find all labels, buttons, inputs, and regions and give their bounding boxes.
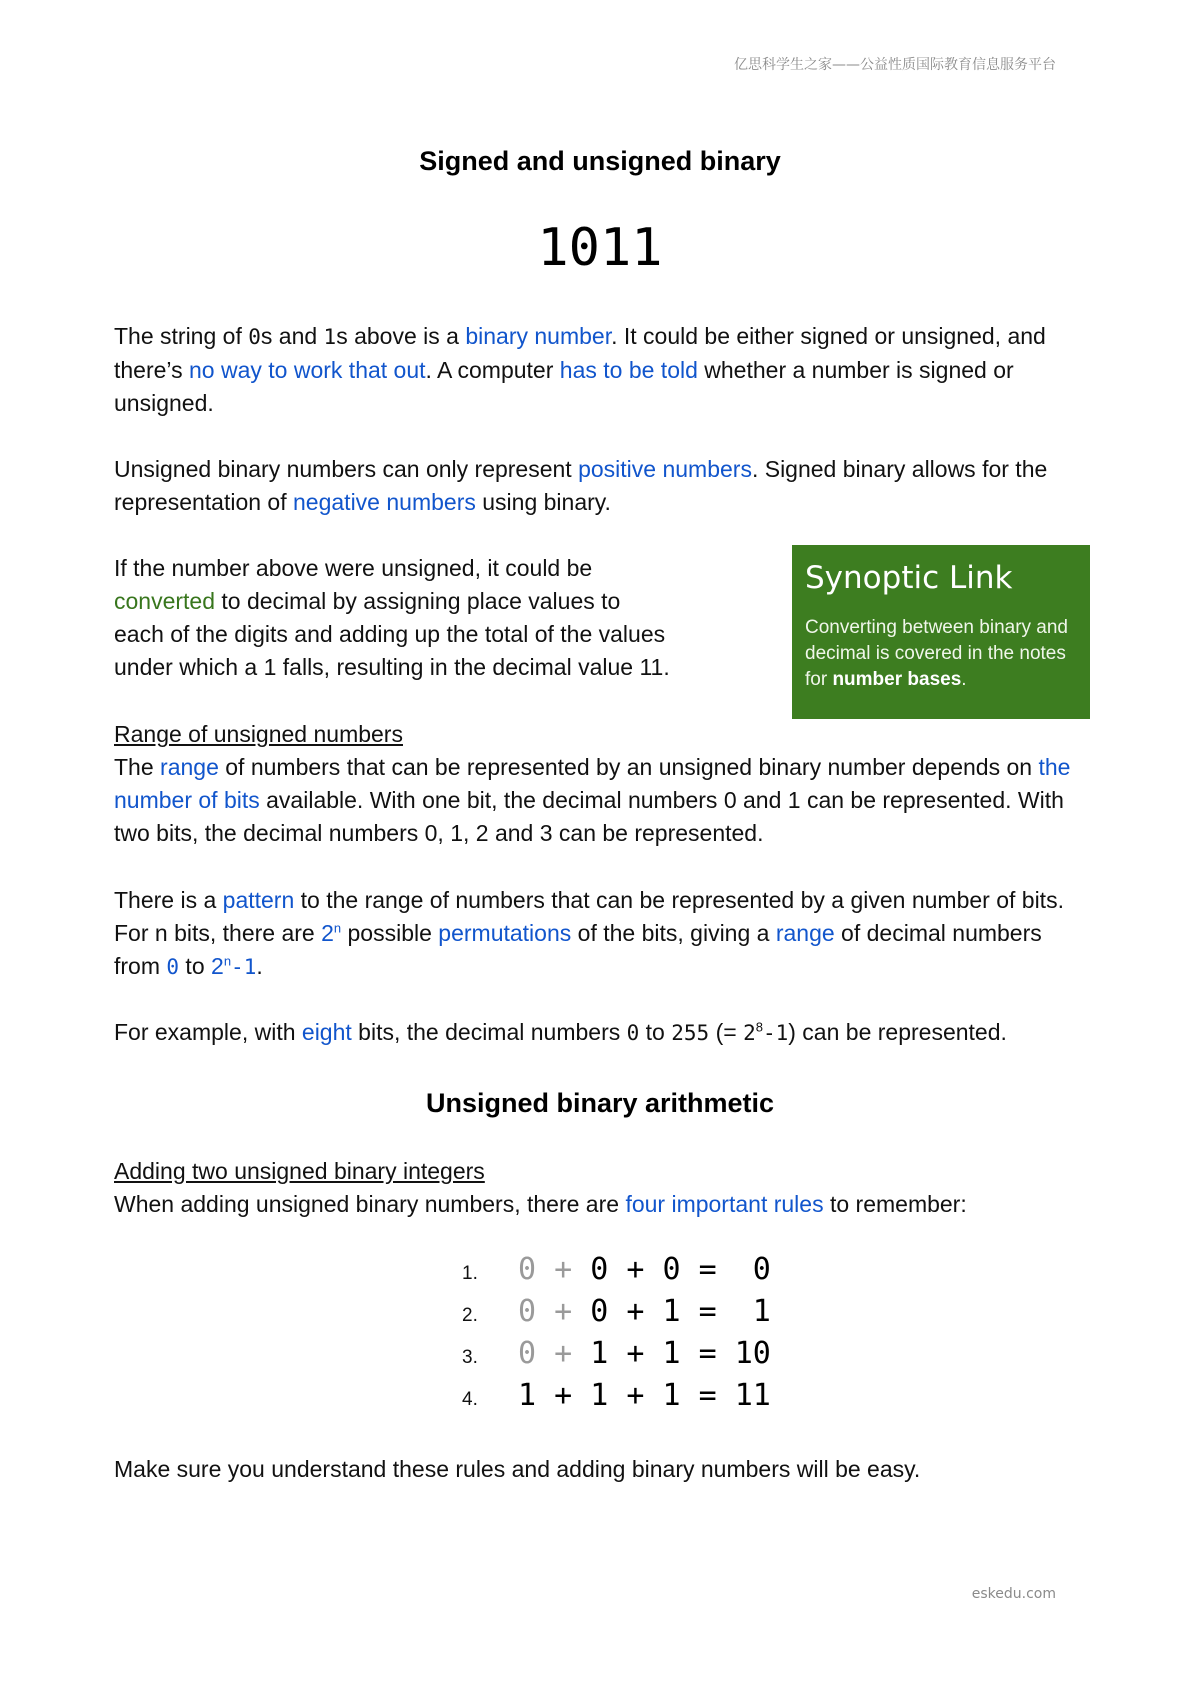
superscript: n — [223, 953, 232, 969]
code-minus-one: -1 — [762, 1021, 789, 1045]
link-negative-numbers[interactable]: negative numbers — [293, 489, 476, 515]
text: available. With one bit, the decimal numbers 0 and 1 can be represented. With two bits, the decimal numbers 0, 1, 2 and 3 can be represented. — [114, 787, 1064, 846]
page-title: Signed and unsigned binary — [419, 146, 781, 176]
text: possible — [341, 920, 439, 946]
text: s above is a — [336, 323, 466, 349]
superscript: n — [333, 920, 342, 936]
link-pattern[interactable]: pattern — [222, 887, 295, 913]
text: to — [179, 953, 212, 979]
text: of numbers that can be represented by an unsigned binary number depends on — [218, 754, 1039, 780]
text: to decimal by assigning place values to each of the digits and adding up the total of the values under which a 1 falls, resulting in the decimal value 11. — [114, 588, 670, 680]
text: bits, the decimal numbers — [351, 1019, 627, 1045]
link-has-to-be-told[interactable]: has to be told — [559, 357, 698, 383]
synoptic-body — [805, 615, 1077, 693]
text: For example, with — [114, 1019, 302, 1045]
paragraph-intro — [114, 320, 1086, 420]
text: . Signed binary allows for the representation of — [114, 456, 1048, 515]
rule-carry: 0 + — [518, 1294, 591, 1329]
link-converted[interactable]: converted — [114, 588, 216, 614]
text: ) can be represented. — [788, 1019, 1007, 1045]
header-note: 亿思科学生之家——公益性质国际教育信息服务平台 — [734, 57, 1056, 73]
code-zero-link[interactable]: 0 — [166, 955, 180, 979]
range-section — [114, 718, 1086, 850]
link-four-rules[interactable]: four important rules — [625, 1191, 824, 1217]
synoptic-bold: number bases — [832, 669, 962, 690]
link-max-value[interactable] — [211, 953, 256, 979]
text: . — [961, 669, 967, 690]
link-binary-number[interactable]: binary number — [465, 323, 612, 349]
link-range-2[interactable]: range — [775, 920, 835, 946]
text: to remember: — [823, 1191, 967, 1217]
rule-carry: 0 + — [518, 1252, 591, 1287]
rule-item — [462, 1378, 771, 1420]
text: Unsigned binary numbers can only represent — [114, 456, 579, 482]
text: If the number above were unsigned, it could be — [114, 555, 593, 581]
superscript: 8 — [755, 1019, 763, 1035]
range-heading: Range of unsigned numbers — [114, 721, 403, 747]
synoptic-link-box[interactable] — [792, 545, 1090, 719]
text: s and — [260, 323, 324, 349]
code-minus-one: -1 — [231, 955, 257, 979]
footer-note: eskedu.com — [971, 1586, 1056, 1602]
rule-item — [462, 1336, 771, 1378]
adding-heading: Adding two unsigned binary integers — [114, 1158, 485, 1184]
link-permutations[interactable]: permutations — [438, 920, 572, 946]
rule-expression: 0 + 0 = 0 — [590, 1252, 771, 1287]
paragraph-pattern — [114, 884, 1086, 984]
text: Converting between binary and decimal is covered in the notes for — [805, 617, 1069, 690]
rule-number: 1. — [462, 1263, 478, 1284]
text: (= — [709, 1019, 744, 1045]
link-number-of-bits[interactable]: the number of bits — [114, 754, 1071, 813]
link-range[interactable]: range — [160, 754, 219, 780]
code-255: 255 — [671, 1021, 710, 1045]
text: of the bits, giving a — [571, 920, 776, 946]
text: 2 — [321, 920, 334, 946]
rule-number: 2. — [462, 1305, 478, 1326]
code-zero: 0 — [248, 325, 261, 349]
text: of decimal numbers from — [114, 920, 1042, 979]
text: There is a — [114, 887, 223, 913]
paragraph-example — [114, 1016, 1086, 1050]
rule-item — [462, 1252, 771, 1294]
paragraph-conversion — [114, 552, 674, 684]
rule-number: 3. — [462, 1347, 478, 1368]
paragraph-signed — [114, 453, 1086, 519]
text: to the range of numbers that can be represented by a given number of bits. For n bits, there are — [114, 887, 1064, 946]
text: . A computer — [425, 357, 560, 383]
code-two: 2 — [743, 1021, 756, 1045]
text: The string of — [114, 323, 249, 349]
rule-item — [462, 1294, 771, 1336]
text: to — [639, 1019, 672, 1045]
text: When adding unsigned binary numbers, there are — [114, 1191, 626, 1217]
text: The — [114, 754, 161, 780]
link-eight[interactable]: eight — [301, 1019, 352, 1045]
text: . It could be either signed or unsigned, and there’s — [114, 323, 1046, 383]
rule-expression: 0 + 1 = 1 — [590, 1294, 771, 1329]
text: . — [256, 953, 263, 979]
rule-expression: 1 + 1 + 1 = 11 — [518, 1378, 771, 1413]
synoptic-title: Synoptic Link — [805, 560, 1013, 596]
text: 2 — [211, 953, 224, 979]
code-one: 1 — [323, 325, 337, 349]
paragraph-closing: Make sure you understand these rules and adding binary numbers will be easy. — [114, 1456, 921, 1482]
section-title: Unsigned binary arithmetic — [425, 1088, 775, 1118]
link-two-power-n[interactable] — [321, 920, 341, 946]
code-zero: 0 — [626, 1021, 640, 1045]
text: whether a number is signed or unsigned. — [114, 357, 1014, 416]
link-positive-numbers[interactable]: positive numbers — [578, 456, 752, 482]
adding-section — [114, 1155, 1086, 1221]
addition-rules-list — [462, 1252, 771, 1420]
rule-number: 4. — [462, 1389, 478, 1410]
text: using binary. — [475, 489, 611, 515]
binary-example: 1011 — [537, 218, 663, 278]
rule-carry: 0 + — [518, 1336, 591, 1371]
link-no-way[interactable]: no way to work that out — [189, 357, 426, 383]
rule-expression: 1 + 1 = 10 — [590, 1336, 771, 1371]
